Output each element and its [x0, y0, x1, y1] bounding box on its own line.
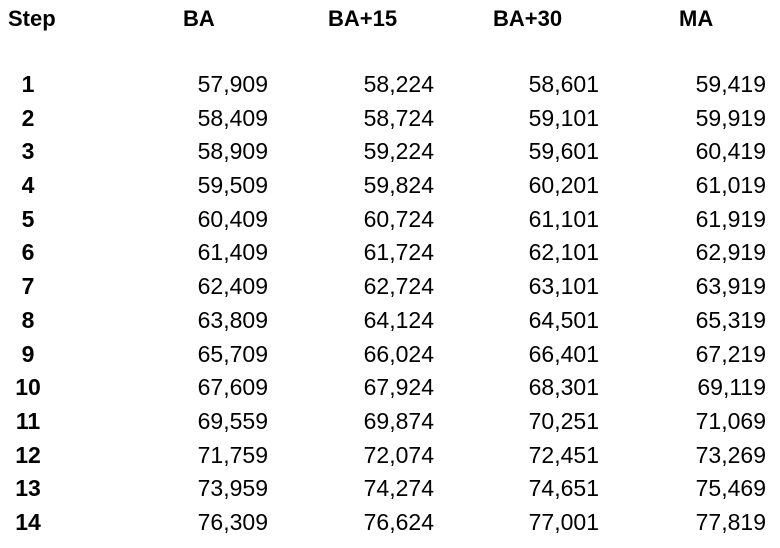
cell-ma: 62,919: [695, 239, 766, 266]
cell-ba-plus-30: 72,451: [528, 441, 599, 468]
cell-ba-plus-15: 60,724: [363, 205, 434, 232]
cell-ba-plus-30: 77,001: [528, 508, 599, 535]
cell-ba: 62,409: [197, 273, 268, 300]
cell-ba: 71,759: [197, 441, 268, 468]
cell-step: 10: [15, 374, 41, 401]
cell-ma: 60,419: [695, 138, 766, 165]
cell-ba: 69,559: [197, 407, 268, 434]
cell-ba-plus-30: 74,651: [528, 475, 599, 502]
cell-step: 11: [15, 407, 41, 434]
cell-ma: 59,419: [695, 71, 766, 97]
table-header-row: [0, 4, 780, 34]
header-ba-plus-30: BA+30: [493, 6, 563, 31]
cell-ba-plus-15: 67,924: [363, 374, 434, 401]
table-row: [0, 169, 780, 203]
cell-ma: 63,919: [695, 273, 766, 300]
cell-step: 8: [21, 306, 35, 333]
table-row: [0, 506, 780, 540]
cell-ma: 73,269: [695, 441, 766, 468]
cell-ma: 65,319: [695, 306, 766, 333]
header-ba-plus-15: BA+15: [328, 6, 398, 31]
cell-step: 6: [21, 239, 35, 266]
table-row: [0, 135, 780, 169]
cell-ba: 63,809: [197, 306, 268, 333]
table-row: [0, 68, 780, 102]
cell-ba-plus-30: 63,101: [528, 273, 599, 300]
cell-ma: 75,469: [695, 475, 766, 502]
cell-ba-plus-15: 76,624: [363, 508, 434, 535]
table-body: [0, 68, 780, 540]
cell-ba: 58,909: [197, 138, 268, 165]
table-row: [0, 472, 780, 506]
cell-ba-plus-15: 59,824: [363, 172, 434, 199]
cell-step: 12: [15, 441, 41, 468]
table-row: [0, 236, 780, 270]
header-ma: MA: [679, 6, 714, 31]
table-row: [0, 338, 780, 372]
cell-ba-plus-15: 74,274: [363, 475, 434, 502]
cell-ma: 77,819: [695, 508, 766, 535]
table-row: [0, 203, 780, 237]
cell-ma: 61,919: [695, 205, 766, 232]
cell-ma: 67,219: [695, 340, 766, 367]
cell-step: 2: [21, 104, 35, 131]
cell-ba: 60,409: [197, 205, 268, 232]
table-row: [0, 439, 780, 473]
cell-ba: 59,509: [197, 172, 268, 199]
cell-step: 3: [21, 138, 35, 165]
cell-ba-plus-30: 59,101: [528, 104, 599, 131]
cell-ma: 69,119: [697, 374, 766, 401]
cell-ba: 58,409: [197, 104, 268, 131]
table-row: [0, 405, 780, 439]
cell-ba-plus-30: 64,501: [528, 306, 599, 333]
table-row: [0, 304, 780, 338]
cell-ba: 67,609: [197, 374, 268, 401]
cell-ba-plus-15: 69,874: [363, 407, 434, 434]
cell-ba: 73,959: [197, 475, 268, 502]
cell-ba-plus-15: 66,024: [363, 340, 434, 367]
cell-step: 7: [21, 273, 35, 300]
table-row: [0, 371, 780, 405]
cell-ba: 76,309: [197, 508, 268, 535]
cell-ba-plus-30: 59,601: [528, 138, 599, 165]
cell-ba-plus-15: 58,724: [363, 104, 434, 131]
cell-step: 1: [21, 71, 35, 97]
cell-ma: 59,919: [695, 104, 766, 131]
cell-step: 13: [15, 475, 41, 502]
cell-ba-plus-30: 68,301: [528, 374, 599, 401]
cell-step: 4: [21, 172, 35, 199]
cell-ba-plus-30: 61,101: [528, 205, 599, 232]
cell-ba-plus-15: 62,724: [363, 273, 434, 300]
cell-ba-plus-30: 70,251: [528, 407, 599, 434]
cell-ba-plus-30: 62,101: [528, 239, 599, 266]
header-step: Step: [8, 6, 56, 31]
cell-step: 5: [21, 205, 35, 232]
cell-ba-plus-15: 61,724: [363, 239, 434, 266]
cell-ba-plus-15: 72,074: [363, 441, 434, 468]
cell-step: 14: [15, 508, 41, 535]
cell-ba-plus-15: 59,224: [363, 138, 434, 165]
cell-ba: 61,409: [197, 239, 268, 266]
header-ba: BA: [183, 6, 215, 31]
cell-ma: 71,069: [695, 407, 766, 434]
cell-ma: 61,019: [695, 172, 766, 199]
cell-ba: 57,909: [197, 71, 268, 97]
cell-ba-plus-15: 58,224: [363, 71, 434, 97]
cell-ba-plus-30: 60,201: [528, 172, 599, 199]
cell-ba-plus-15: 64,124: [363, 306, 434, 333]
cell-ba: 65,709: [197, 340, 268, 367]
cell-ba-plus-30: 58,601: [528, 71, 599, 97]
table-row: [0, 270, 780, 304]
cell-step: 9: [21, 340, 35, 367]
table-row: [0, 102, 780, 136]
cell-ba-plus-30: 66,401: [528, 340, 599, 367]
